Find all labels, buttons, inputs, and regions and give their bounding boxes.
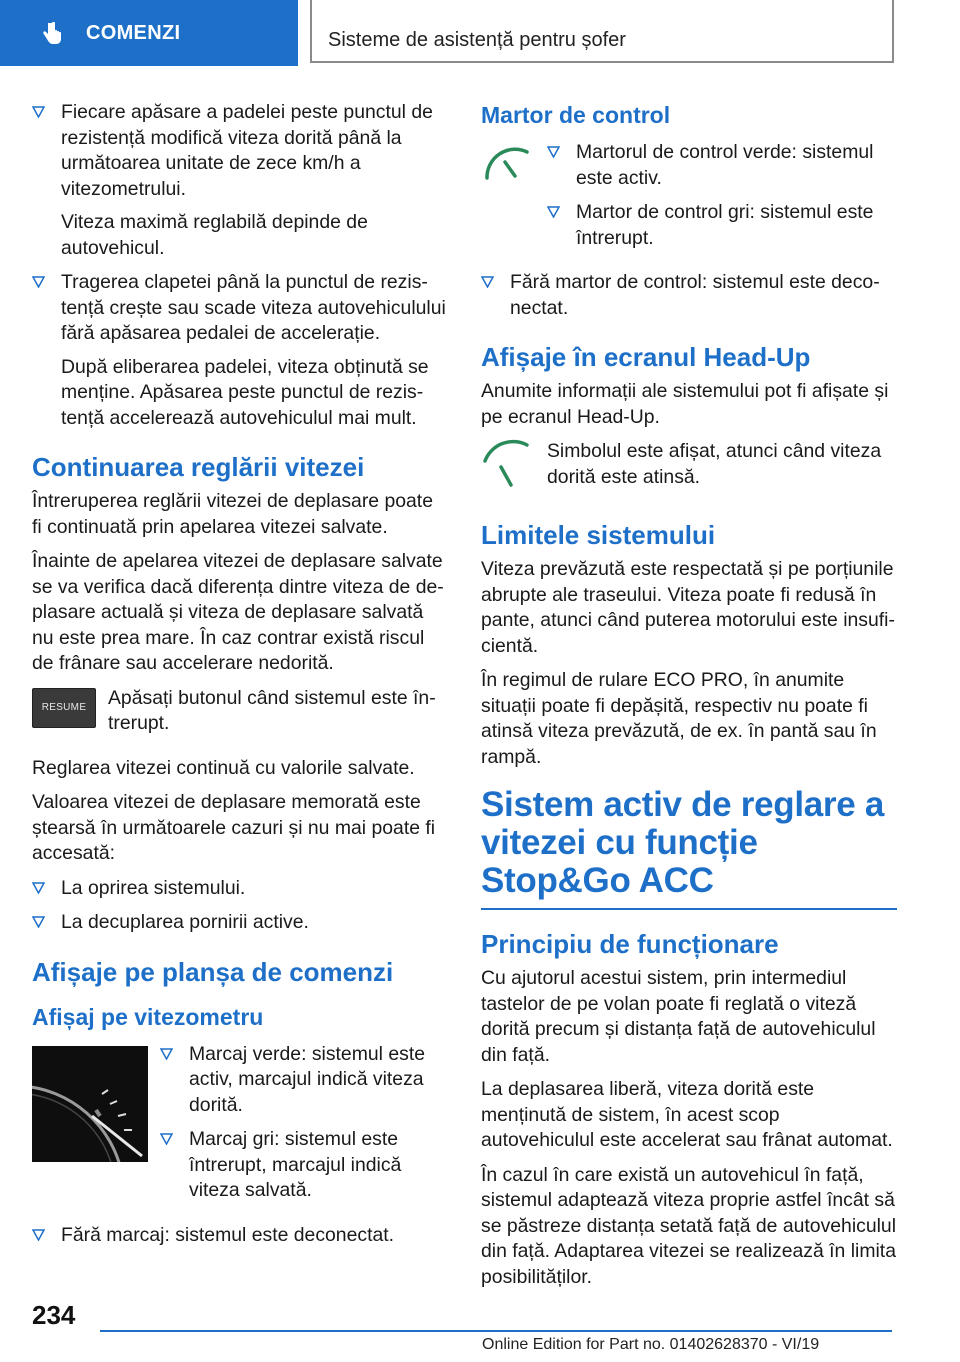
list-item [547,140,897,191]
cruise-indicator-icon [481,140,547,200]
list-item [32,100,448,261]
triangle-bullet-icon [32,276,45,288]
bullet-text: Marcaj gri: sistemul este întrerupt, marcajul indică viteza salvată. [189,1128,402,1201]
paragraph: Apăsați butonul când sistemul este întrerupt. [108,686,436,734]
paragraph: Viteza prevăzută este respectată și pe porțiunile abrupte ale traseului. Viteza poate fi redusă în pante, atunci când puterea motorului este insuficientă. [481,558,895,657]
speedometer-bullets [160,1042,448,1213]
list-item [32,270,448,431]
chapter-heading: Sistem activ de reglare a vitezei cu funcție Stop&Go ACC [481,785,884,900]
paragraph: Reglarea vitezei continuă cu valorile salvate. [32,756,415,779]
bullet-text: Fără marcaj: sistemul este deconectat. [61,1223,395,1246]
indicator-bullets [547,140,897,260]
section-title-box [310,0,894,63]
left-column [32,100,448,1257]
tab-label: COMENZI [86,22,181,44]
bullet-text: La decuplarea pornirii active. [61,911,309,933]
list-item [32,876,448,902]
resume-button-icon: RESUME [32,688,96,728]
bullet-text: Tragerea clapetei până la punctul de rezistență crește sau scade viteza autovehiculului fără apăsarea pedalei de accelerație. [61,271,446,344]
triangle-bullet-icon [32,882,45,894]
page-number: 234 [32,1300,76,1330]
paragraph: Simbolul este afișat, atunci când viteza dorită este atinsă. [547,440,882,488]
triangle-bullet-icon [481,276,494,288]
right-column [481,100,897,1299]
triangle-bullet-icon [32,106,45,118]
list-item [160,1127,448,1204]
section-heading: Afișaje în ecranul Head-Up [481,342,811,372]
bullet-text: La oprirea sistemului. [61,876,246,899]
speedometer-row [32,1042,448,1213]
triangle-bullet-icon [32,1229,45,1241]
bullet-text: Marcaj verde: sistemul este activ, marcajul indică viteza dorită. [189,1042,426,1116]
section-heading: Afișaje pe planșa de comenzi [32,956,394,987]
triangle-bullet-icon [547,146,560,158]
paragraph: Cu ajutorul acestui sistem, prin intermediul tastelor de pe volan poate fi reglată o viteză dorită precum și distanța față de autovehiculul din față. [481,967,876,1066]
list-item [547,200,897,251]
bullet-text: Viteza maximă reglabilă depinde de autovehicul. [61,211,368,259]
subsection-heading: Martor de control [481,102,671,128]
paragraph: Anumite informații ale sistemului pot fi afișate și pe ecranul Head-Up. [481,380,889,428]
bullet-text: Martor de control gri: sistemul este întrerupt. [576,201,874,249]
indicator-row [481,140,897,260]
headup-indicator-icon [481,439,547,495]
speedometer-icon [32,1046,148,1162]
bullet-text: Martorul de control verde: sistemul este activ. [576,141,874,189]
paragraph: Întreruperea reglării vitezei de deplasare poate fi continuată prin apelarea vitezei salvate. [32,490,433,538]
page-header [0,0,960,66]
list-item [160,1042,448,1119]
footer-divider [100,1330,892,1332]
paragraph: În regimul de rulare ECO PRO, în anumite situații poate fi depășită, respectiv nu poate fi atinsă viteza prevăzută, de ex. în pantă sau în rampă. [481,669,877,768]
paragraph: Înainte de apelarea vitezei de deplasare salvate se va verifica dacă diferența dintre viteza de deplasare actuală și viteza de deplasare salvată nu este prea mare. În caz contrar există riscul de frânare sau accelerare nedorită. [32,550,444,674]
touch-hand-icon [38,21,64,47]
bullet-text: Fără martor de control: sistemul este deconectat. [510,271,880,319]
section-heading: Limitele sistemului [481,520,716,550]
section-heading: Continuarea reglării vitezei [32,452,365,482]
bullet-text: Fiecare apăsare a padelei peste punctul de rezistență modifică viteza dorită până la următoarea unitate de zece km/h a vitezometrului. [61,101,433,200]
list-item [32,1223,448,1249]
section-title: Sisteme de asistență pentru șofer [328,29,626,51]
headup-symbol-row [481,439,897,499]
triangle-bullet-icon [547,206,560,218]
heading-divider [481,908,897,910]
section-tab[interactable] [0,0,298,66]
paragraph: În cazul în care există un autovehicul în față, sistemul adaptează viteza proprie astfel încât să se păstreze distanța setată față de autovehiculul din față. Adaptarea vitezei se realizează în limita posibilităților. [481,1163,897,1288]
section-heading: Principiu de funcționare [481,929,779,959]
triangle-bullet-icon [160,1048,173,1060]
paragraph: La deplasarea liberă, viteza dorită este menținută de sistem, în acest scop autovehiculul este accelerat sau frânat automat. [481,1078,893,1151]
paragraph: Valoarea vitezei de deplasare memorată este ștearsă în următoarele cazuri și nu mai poate fi accesată: [32,791,436,864]
subsection-heading: Afișaj pe vitezometru [32,1003,264,1030]
list-item [32,910,448,936]
resume-row [32,686,448,746]
triangle-bullet-icon [32,916,45,928]
bullet-text: După eliberarea padelei, viteza obținută se menține. Apăsarea peste punctul de rezistență accelerează autovehiculul mai mult. [61,355,429,429]
triangle-bullet-icon [160,1133,173,1145]
edition-note: Online Edition for Part no. 01402628370 - VI/19 [482,1336,820,1353]
list-item [481,270,897,321]
